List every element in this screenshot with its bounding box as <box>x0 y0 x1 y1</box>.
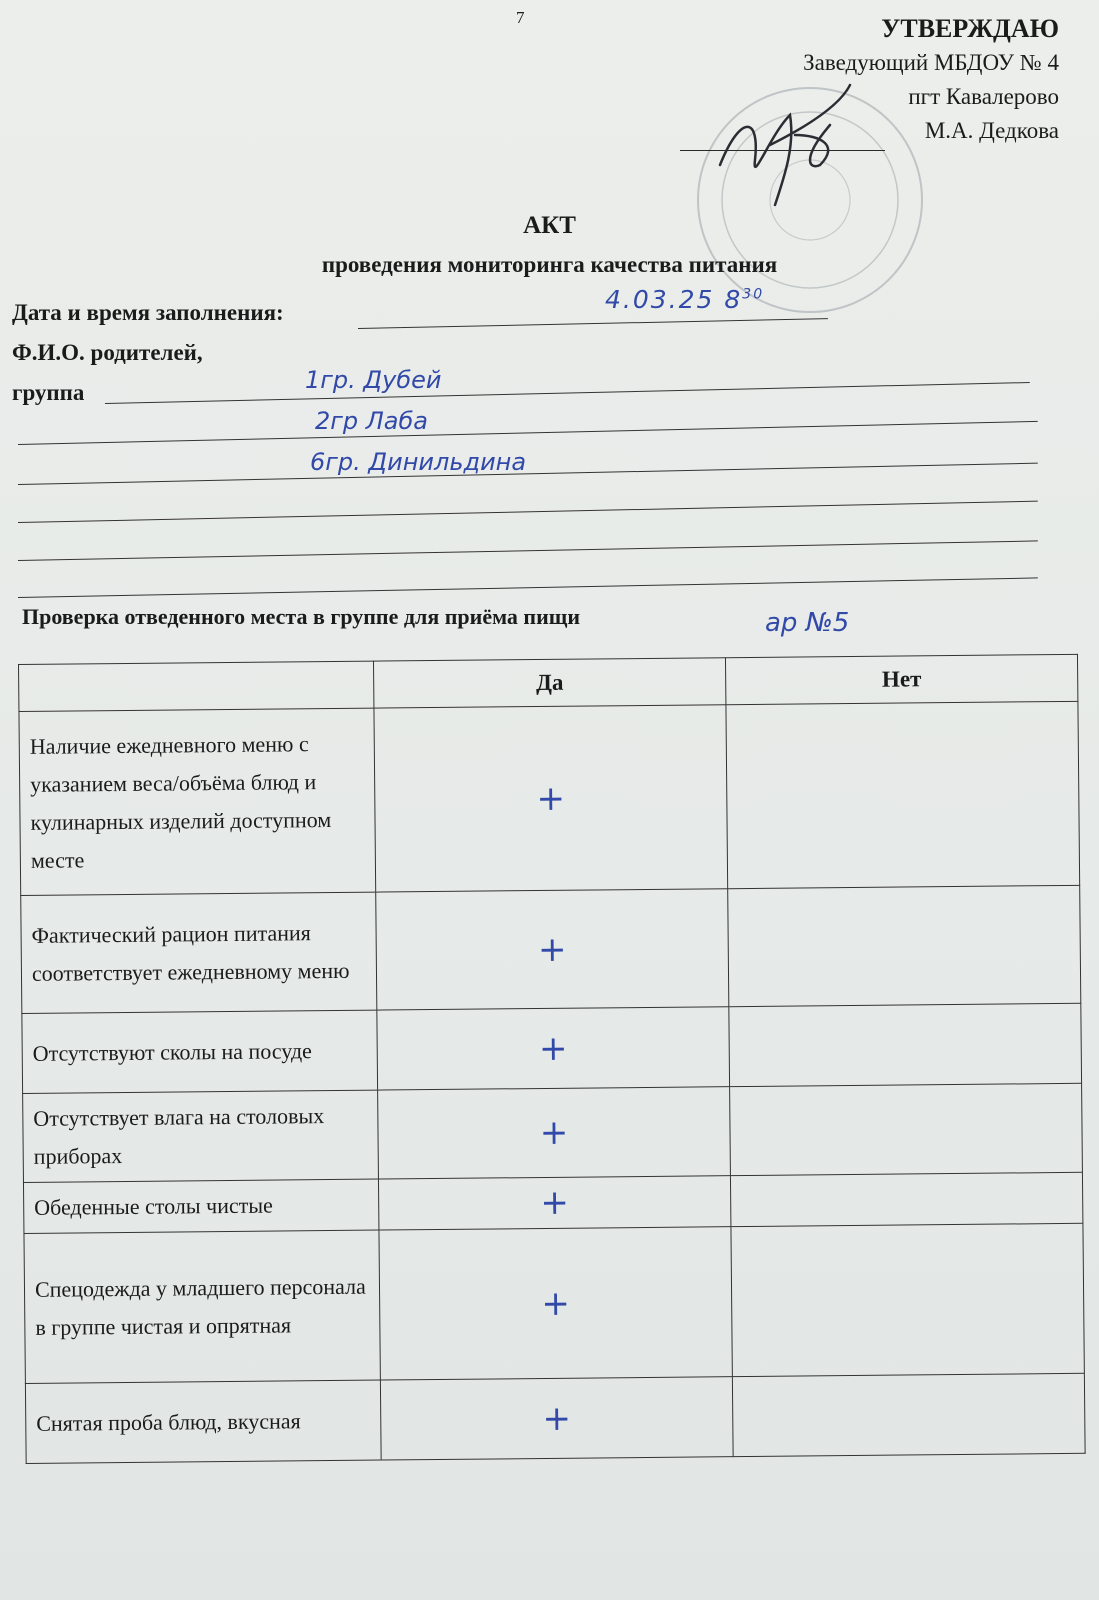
group-line-5 <box>18 540 1038 561</box>
check-table <box>18 654 1086 1464</box>
table-row <box>24 1223 1084 1383</box>
row-label: Наличие ежедневного меню с указанием веса/объёма блюд и кулинарных изделий доступном месте <box>19 708 376 895</box>
yes-mark: + <box>378 1087 731 1179</box>
date-line <box>358 318 828 329</box>
group-line-1 <box>105 382 1030 404</box>
act-title: АКТ <box>523 212 576 239</box>
date-value <box>605 285 764 314</box>
section-title: Проверка отведенного места в группе для приёма пищи <box>22 604 581 629</box>
approval-heading: УТВЕРЖДАЮ <box>881 14 1059 43</box>
no-cell <box>732 1373 1085 1456</box>
table-row <box>25 1373 1085 1463</box>
group-entry-1: 1гр. Дубей <box>305 366 442 394</box>
header-cell-empty <box>19 661 374 711</box>
group-entry-2: 2гр Лаба <box>315 407 429 435</box>
page-number: 7 <box>516 8 525 27</box>
table-row <box>22 1003 1082 1093</box>
parents-label: Ф.И.О. родителей, <box>12 340 203 365</box>
table-row <box>23 1083 1083 1182</box>
yes-mark: + <box>374 705 728 892</box>
yes-mark: + <box>380 1377 733 1460</box>
date-time-superscript: 30 <box>742 286 765 303</box>
header-cell-no: Нет <box>725 654 1077 704</box>
date-value-text: 4.03.25 8 <box>605 285 743 314</box>
approval-name: М.А. Дедкова <box>924 118 1059 143</box>
no-cell <box>730 1083 1083 1175</box>
table-row <box>21 885 1081 1013</box>
yes-mark: + <box>379 1227 732 1380</box>
yes-mark: + <box>378 1176 730 1230</box>
yes-mark: + <box>377 1007 730 1090</box>
row-label: Спецодежда у младшего персонала в группе чистая и опрятная <box>24 1230 380 1383</box>
group-label: группа <box>12 380 85 405</box>
no-cell <box>728 885 1081 1006</box>
approval-location: пгт Кавалерово <box>908 84 1059 109</box>
handwritten-signature <box>700 75 890 215</box>
table-row <box>19 701 1080 895</box>
approval-position: Заведующий МБДОУ № 4 <box>803 50 1059 75</box>
date-time-label: Дата и время заполнения: <box>12 300 284 325</box>
row-label: Фактический рацион питания соответствует ежедневному меню <box>21 892 377 1013</box>
row-label: Отсутствует влага на столовых приборах <box>23 1090 379 1182</box>
row-label: Отсутствуют сколы на посуде <box>22 1010 378 1093</box>
no-cell <box>729 1003 1082 1086</box>
header-cell-yes: Да <box>374 658 726 708</box>
act-subtitle: проведения мониторинга качества питания <box>321 252 778 277</box>
group-line-6 <box>18 577 1038 598</box>
row-label: Обеденные столы чистые <box>23 1179 378 1233</box>
no-cell <box>730 1172 1082 1226</box>
group-line-3 <box>18 463 1038 485</box>
yes-mark: + <box>376 889 729 1010</box>
group-line-4 <box>18 501 1038 523</box>
group-line-2 <box>18 421 1038 445</box>
row-label: Снятая проба блюд, вкусная <box>25 1380 381 1463</box>
margin-note: ар №5 <box>765 608 850 638</box>
group-entry-3: 6гр. Динильдина <box>310 448 527 476</box>
no-cell <box>731 1223 1084 1376</box>
no-cell <box>726 701 1080 888</box>
